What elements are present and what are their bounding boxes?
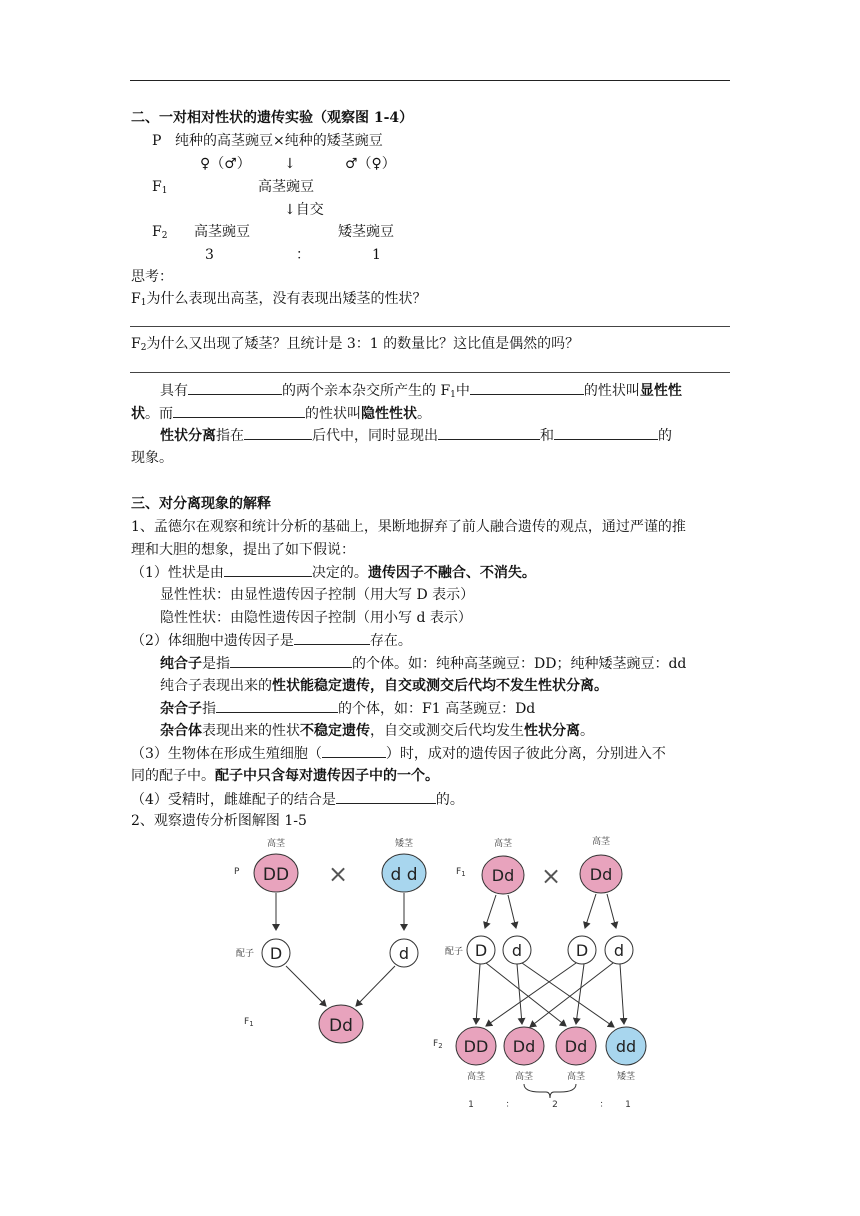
- ratio-3: 3: [205, 247, 214, 263]
- heterozygote-note: 杂合体表现出来的性状不稳定遗传，自交或测交后代均发生性状分离。: [160, 723, 594, 739]
- figure-intro: 2、观察遗传分析图解图 1-5: [131, 813, 307, 829]
- question-2: $F_2$为什么又出现了矮茎？且统计是 3：1 的数量比？这比值是偶然的吗？: [131, 336, 580, 353]
- homozygote-note: 纯合子表现出来的性状能稳定遗传，自交或测交后代均不发生性状分离。: [160, 678, 608, 694]
- intro-line-2: 理和大胆的想象，提出了如下假说：: [131, 542, 355, 558]
- section3-title: 三、对分离现象的解释: [131, 496, 271, 512]
- genotype-Dd-f1-text: Dd: [329, 1016, 353, 1036]
- f1-text: 高茎豌豆: [258, 179, 314, 195]
- genotype-DD-f2-text: DD: [463, 1037, 489, 1056]
- brace: [524, 1084, 576, 1098]
- gamete-d-r2-text: d: [613, 941, 625, 960]
- ratio-label-2: 2: [552, 1100, 558, 1110]
- question-1: $F_1$为什么表现出高茎，没有表现出矮茎的性状？: [131, 291, 427, 308]
- hypothesis-2: （2）体细胞中遗传因子是 存在。: [131, 630, 412, 651]
- down-arrow: ↓: [284, 156, 296, 172]
- label-tall-f2b: 高茎: [514, 1072, 534, 1082]
- genotype-Dd-f1b-text: Dd: [589, 865, 613, 884]
- ratio-label-1a: 1: [468, 1100, 474, 1110]
- dominant-trait-note: 显性性状：由显性遗传因子控制（用大写 D 表示）: [160, 587, 475, 603]
- label-p: P: [234, 867, 240, 877]
- section2-title: 二、一对相对性状的遗传实验（观察图 1-4）: [131, 110, 414, 126]
- hypothesis-1: （1）性状是由 决定的。遗传因子不融合、不消失。: [131, 562, 536, 583]
- recessive-definition-line: 状。而 的性状叫隐性性状。: [131, 403, 431, 424]
- p-cross-text: 纯种的高茎豌豆×纯种的矮茎豌豆: [175, 133, 383, 149]
- intro-line-1: 1、孟德尔在观察和统计分析的基础上，果断地摒弃了前人融合遗传的观点，通过严谨的推: [131, 519, 686, 535]
- homozygote-definition: 纯合子是指 的个体。如：纯种高茎豌豆：DD；纯种矮茎豌豆：dd: [160, 653, 686, 674]
- genotype-Dd-f2a-text: Dd: [512, 1037, 536, 1056]
- label-f2: $F_2$: [433, 1039, 443, 1050]
- recessive-trait-note: 隐性性状：由隐性遗传因子控制（用小写 d 表示）: [160, 610, 472, 626]
- label-f1-right: $F_1$: [456, 867, 466, 878]
- label-short-f2: 矮茎: [616, 1072, 636, 1082]
- cross-symbol-left: ×: [327, 860, 349, 888]
- ratio-colon-a: ：: [505, 1100, 515, 1110]
- label-tall-f1a: 高茎: [493, 839, 513, 849]
- gamete-D-left-text: D: [269, 944, 283, 963]
- segregation-phenomenon: 现象。: [131, 450, 173, 466]
- gamete-d-left-text: d: [398, 944, 410, 963]
- ratio-colon-b: ：: [599, 1100, 609, 1110]
- dominant-definition-line: 具有 的两个亲本杂交所产生的 $F_1$中 的性状叫显性性: [160, 380, 682, 405]
- f1-label: $F_1$: [152, 179, 168, 196]
- label-tall-f1b: 高茎: [591, 837, 611, 847]
- label-tall-p1: 高茎: [266, 839, 286, 849]
- ratio-colon: ：: [296, 247, 310, 263]
- label-gamete-right: 配子: [445, 947, 464, 957]
- gamete-D-r1-text: D: [474, 941, 488, 960]
- ratio-label-1b: 1: [625, 1100, 631, 1110]
- label-gamete-left: 配子: [236, 949, 255, 959]
- heterozygote-definition: 杂合子指 的个体，如：F1 高茎豌豆：Dd: [160, 698, 535, 719]
- genotype-Dd-f1a-text: Dd: [491, 866, 515, 885]
- gamete-d-r1-text: d: [511, 941, 523, 960]
- hypothesis-3-cont: 同的配子中。配子中只含每对遗传因子中的一个。: [131, 768, 439, 784]
- segregation-definition-line: 性状分离指在 后代中，同时显现出 和 的: [160, 425, 672, 446]
- think-label: 思考：: [131, 269, 173, 285]
- genotype-Dd-f2b-text: Dd: [564, 1037, 588, 1056]
- self-cross-arrow: ↓自交: [284, 202, 324, 218]
- genotype-dd-text: d d: [390, 865, 418, 885]
- f2-label: $F_2$: [152, 224, 168, 241]
- ratio-1: 1: [372, 247, 381, 263]
- genotype-dd-f2-text: dd: [615, 1037, 637, 1056]
- hypothesis-3: （3）生物体在形成生殖细胞（ ）时，成对的遗传因子彼此分离，分别进入不: [131, 743, 666, 764]
- label-short-p2: 矮茎: [394, 839, 414, 849]
- gamete-D-r2-text: D: [575, 941, 589, 960]
- f2-tall: 高茎豌豆: [194, 224, 250, 240]
- female-male-symbol: ♀（♂）: [200, 156, 251, 172]
- label-tall-f2a: 高茎: [466, 1072, 486, 1082]
- label-tall-f2c: 高茎: [566, 1072, 586, 1082]
- genotype-DD-text: DD: [262, 865, 290, 885]
- male-female-symbol: ♂（♀）: [345, 156, 396, 172]
- p-label: P: [152, 133, 162, 149]
- hypothesis-4: （4）受精时，雌雄配子的结合是 的。: [131, 789, 464, 810]
- f2-short: 矮茎豌豆: [338, 224, 394, 240]
- label-f1-left: $F_1$: [244, 1017, 254, 1028]
- cross-symbol-right: ×: [540, 862, 562, 890]
